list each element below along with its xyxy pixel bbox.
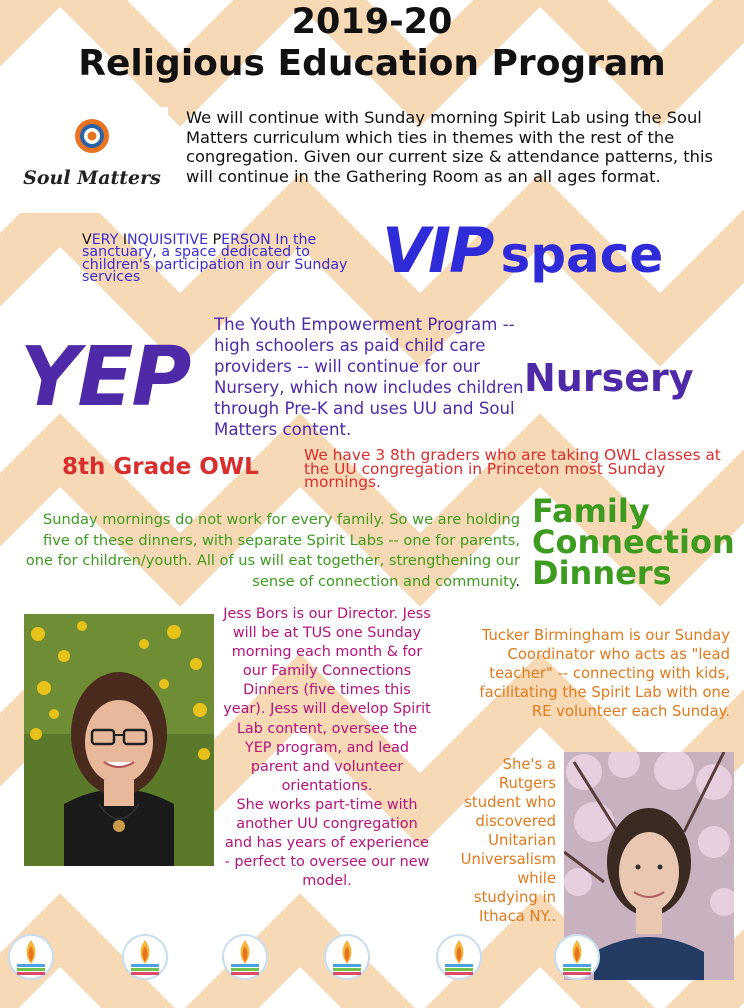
vip-rest-i: NQUISITIVE [127, 232, 213, 248]
jess-text-2: She works part-time with another UU congregation and has years of experience - perfect to oversee our new model. [224, 796, 430, 890]
vip-description [82, 234, 382, 284]
soul-matters-logo [16, 107, 168, 213]
soul-matters-icon [16, 107, 168, 213]
vip-letter-v: V [82, 232, 92, 248]
family-dinners-heading [532, 492, 742, 592]
family-heading-line2: Connection [532, 523, 735, 561]
jess-text-1: Jess Bors is our Director. Jess will be at TUS one Sunday morning each month & for our Family Connections Dinners (five times this year). Jess will develop Spirit Lab content, oversee the YEP program, and lead parent and volunteer orientations. [223, 606, 431, 794]
jess-bors-photo [24, 614, 214, 866]
yep-description: The Youth Empowerment Program -- high schoolers as paid child care providers -- will continue for our Nursery, which now includes children through Pre-K and uses UU and Soul Matters content. [214, 315, 524, 439]
vip-space-heading [382, 214, 663, 287]
title-program: Religious Education Program [78, 43, 666, 84]
family-text-end: . [515, 572, 520, 590]
owl-description: We have 3 8th graders who are taking OWL classes at the UU congregation in Princeton most Sunday mornings. [304, 446, 721, 492]
title-year: 2019-20 [291, 2, 453, 42]
family-heading-line1: Family [532, 492, 650, 530]
family-heading-line3: Dinners [532, 554, 672, 592]
tucker-birmingham-description: Tucker Birmingham is our Sunday Coordinator who acts as "lead teacher" -- connecting with kids, facilitating the Spirit Lab with one RE volunteer each Sunday. [479, 627, 730, 720]
yep-heading: YEP [20, 330, 190, 425]
space-heading: space [500, 226, 664, 284]
soul-matters-logo-text: Soul Matters [23, 167, 161, 189]
jess-bors-description [222, 605, 432, 891]
tucker-student-description: She's a Rutgers student who discovered Unitarian Universalism while studying in Ithaca NY.. [460, 756, 556, 925]
page-title [0, 2, 744, 86]
chalice-icon [8, 934, 54, 980]
vip-letter-p: P [212, 232, 222, 248]
chalice-icon [222, 934, 268, 980]
chalice-icon [324, 934, 370, 980]
soul-matters-intro: We will continue with Sunday morning Spirit Lab using the Soul Matters curriculum which ties in themes with the rest of the congregation. Given our current size & attendance patterns, this will continue in the Gathering Room as an all ages format. [186, 108, 713, 186]
jess-portrait-image [24, 614, 214, 866]
vip-heading: VIP [382, 214, 493, 287]
family-dinners-description [18, 510, 520, 592]
vip-rest-p: ERSON In the sanctuary, a space dedicated to children's participation in our Sunday services [82, 232, 348, 286]
vip-letter-i: I [122, 232, 127, 248]
chalice-icon [554, 934, 600, 980]
owl-heading: 8th Grade OWL [62, 454, 259, 480]
nursery-heading: Nursery [524, 356, 694, 400]
chalice-icon [436, 934, 482, 980]
family-text: Sunday mornings do not work for every family. So we are holding five of these dinners, with separate Spirit Labs -- one for parents, one for children/youth. All of us will eat together, strengthening our sense of connection and community [25, 511, 520, 590]
chalice-icon [122, 934, 168, 980]
vip-rest-v: ERY [91, 232, 123, 248]
